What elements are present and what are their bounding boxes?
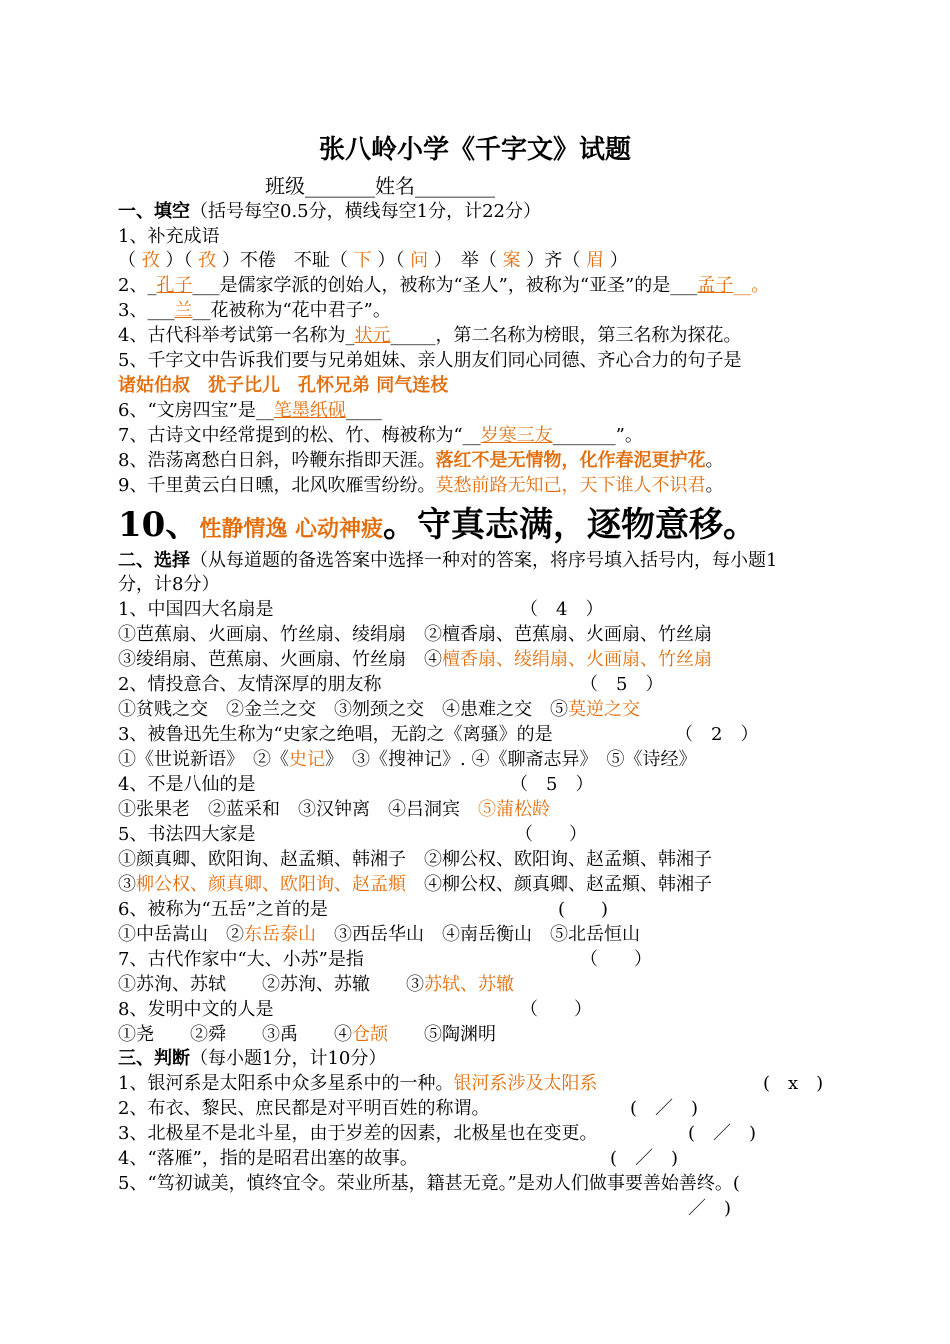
s1-q9 — [118, 474, 723, 498]
text: ___是儒家学派的创始人，被称为“圣人”，被称为“亚圣”的是___ — [192, 275, 698, 296]
s2-q2-options — [118, 698, 640, 722]
s3-q3-answer: ( ／ ) — [688, 1123, 757, 1144]
text: ____ — [345, 400, 382, 421]
answer: ⑤蒲松龄 — [478, 799, 550, 820]
section-2-note-cont: 分，计8分） — [118, 574, 220, 595]
answer: 落红不是无情物，化作春泥更护花 — [435, 450, 706, 471]
text: 9、千里黄云白日曛，北风吹雁雪纷纷。 — [118, 475, 436, 496]
s3-q4: 4、“落雁”，指的是昭君出塞的故事。 — [118, 1148, 418, 1169]
text: ）齐（ — [526, 250, 581, 271]
answer: 案 — [502, 250, 521, 271]
answer: 莫逆之交 — [568, 699, 640, 720]
answer: 性静情逸 心动神疲 — [199, 516, 383, 542]
s1-q10 — [118, 503, 757, 551]
s2-q5-answer: （ ） — [515, 824, 587, 845]
s2-q1: 1、中国四大名扇是 — [118, 599, 274, 620]
s3-q1-answer: ( x ) — [763, 1073, 824, 1094]
s2-q7-options — [118, 973, 514, 997]
s2-q6-answer: ( ) — [558, 899, 609, 920]
section-3-heading — [118, 1047, 386, 1071]
answer: 仓颉 — [352, 1024, 388, 1045]
s2-q5: 5、书法四大家是 — [118, 824, 256, 845]
text: ③ — [118, 874, 136, 895]
text: 8、浩荡离愁白日斜，吟鞭东指即天涯。 — [118, 450, 436, 471]
s2-q5-options-a: ①颜真卿、欧阳询、赵孟頫、韩湘子 ②柳公权、欧阳询、赵孟頫、韩湘子 — [118, 849, 712, 870]
s3-q2: 2、布衣、黎民、庶民都是对平明百姓的称谓。 — [118, 1098, 490, 1119]
answer: 问 — [410, 250, 429, 271]
text: ）不倦 不耻（ — [221, 250, 348, 271]
answer: 银河系涉及太阳系 — [453, 1073, 598, 1094]
s3-q1 — [118, 1072, 597, 1096]
text: 6、“文房四宝”是__ — [118, 400, 274, 421]
text: _______”。 — [552, 425, 643, 446]
s2-q4-answer: （ 5 ） — [510, 774, 594, 795]
text: ①贫贱之交 ②金兰之交 ③刎颈之交 ④患难之交 ⑤ — [118, 699, 568, 720]
s3-q4-answer: ( ／ ) — [610, 1148, 679, 1169]
section-2-title: 二、选择 — [118, 550, 190, 571]
s2-q8: 8、发明中文的人是 — [118, 999, 274, 1020]
text: ⑤陶渊明 — [388, 1024, 496, 1045]
text: （ — [118, 250, 136, 271]
s2-q1-options-a: ①芭蕉扇、火画扇、竹丝扇、绫绢扇 ②檀香扇、芭蕉扇、火画扇、竹丝扇 — [118, 624, 712, 645]
text: ①尧 ②舜 ③禹 ④ — [118, 1024, 352, 1045]
text: ④柳公权、颜真卿、赵孟頫、韩湘子 — [424, 874, 712, 895]
s3-q5-answer: ／ ) — [688, 1198, 732, 1219]
s2-q1-options-b — [118, 648, 712, 672]
s1-q6 — [118, 399, 382, 423]
text: ） — [609, 250, 628, 271]
s3-q5: 5、“笃初诚美，慎终宜令。荣业所基，籍甚无竟。”是劝人们做事要善始善终。( — [118, 1173, 740, 1194]
s1-q5: 5、千字文中告诉我们要与兄弟姐妹、亲人朋友们同心同德、齐心合力的句子是 — [118, 350, 742, 371]
s2-q6: 6、被称为“五岳”之首的是 — [118, 899, 328, 920]
s2-q3-options — [118, 748, 696, 772]
s2-q6-options — [118, 923, 640, 947]
s1-q1: 1、补充成语 — [118, 226, 220, 247]
s2-q5-options-b — [118, 873, 712, 897]
s1-q8 — [118, 449, 723, 473]
section-3-title: 三、判断 — [118, 1048, 190, 1069]
text: ①张果老 ②蓝采和 ③汉钟离 ④吕洞宾 — [118, 799, 478, 820]
s2-q2: 2、情投意合、友情深厚的朋友称 — [118, 674, 382, 695]
s1-q4 — [118, 324, 741, 348]
text: __花被称为“花中君子”。 — [192, 300, 391, 321]
text: 7、古诗文中经常提到的松、竹、梅被称为“__ — [118, 425, 481, 446]
s2-q1-answer: （ 4 ） — [520, 599, 604, 620]
s3-q3: 3、北极星不是北斗星，由于岁差的因素，北极星也在变更。 — [118, 1123, 598, 1144]
text: 》 ③《搜神记》. ④《聊斋志异》 ⑤《诗经》 — [325, 749, 697, 770]
answer: 状元 — [354, 325, 391, 346]
text: ） 举（ — [433, 250, 497, 271]
text: 4、古代科举考试第一名称为_ — [118, 325, 355, 346]
text: ①苏洵、苏轼 ②苏洵、苏辙 ③ — [118, 974, 424, 995]
s1-q2 — [118, 274, 769, 298]
section-2-heading — [118, 549, 777, 573]
s1-q1-idioms — [118, 249, 628, 273]
s1-q5-answer: 诸姑伯叔 犹子比儿 孔怀兄弟 同气连枝 — [118, 375, 449, 396]
text: 1、银河系是太阳系中众多星系中的一种。 — [118, 1073, 454, 1094]
answer: 东岳泰山 — [244, 924, 316, 945]
s2-q8-answer: （ ） — [520, 999, 592, 1020]
answer: 莫愁前路无知己，天下谁人不识君 — [435, 475, 706, 496]
text: 。守真志满，逐物意移。 — [383, 505, 757, 545]
text: 3、___ — [118, 300, 175, 321]
answer: 下 — [353, 250, 372, 271]
text: ①中岳嵩山 ② — [118, 924, 244, 945]
answer: 孜 — [141, 250, 160, 271]
text: __。 — [733, 275, 770, 296]
answer: 檀香扇、绫绢扇、火画扇、竹丝扇 — [442, 649, 712, 670]
text: ③西岳华山 ④南岳衡山 ⑤北岳恒山 — [334, 924, 640, 945]
section-1-heading — [118, 200, 541, 224]
text: ③绫绢扇、芭蕉扇、火画扇、竹丝扇 ④ — [118, 649, 442, 670]
page-title: 张八岭小学《千字文》试题 — [318, 135, 631, 165]
text: 。 — [705, 475, 724, 496]
text: 。 — [705, 450, 724, 471]
s2-q3: 3、被鲁迅先生称为“史家之绝唱，无韵之《离骚》的是 — [118, 724, 553, 745]
s2-q4-options — [118, 798, 550, 822]
text: ）（ — [165, 250, 193, 271]
answer: 孟子 — [697, 275, 734, 296]
text: ）（ — [377, 250, 405, 271]
s1-q3 — [118, 299, 391, 323]
s2-q4: 4、不是八仙的是 — [118, 774, 256, 795]
section-3-note: （每小题1分，计10分） — [190, 1048, 387, 1069]
answer: 孔子 — [156, 275, 193, 296]
s3-q2-answer: ( ／ ) — [630, 1098, 699, 1119]
class-name-line: 班级_______姓名________ — [265, 174, 495, 198]
s2-q7-answer: （ ） — [580, 949, 652, 970]
answer: 眉 — [586, 250, 605, 271]
s1-q7 — [118, 424, 643, 448]
answer: 岁寒三友 — [480, 425, 553, 446]
answer: 史记 — [289, 749, 325, 770]
text: 10、 — [118, 505, 200, 545]
s2-q7: 7、古代作家中“大、小苏”是指 — [118, 949, 364, 970]
text: ①《世说新语》 ②《 — [118, 749, 289, 770]
answer: 柳公权、颜真卿、欧阳询、赵孟頫 — [136, 874, 406, 895]
answer: 兰 — [174, 300, 193, 321]
answer: 孜 — [198, 250, 217, 271]
section-1-title: 一、填空 — [118, 201, 190, 222]
answer: 笔墨纸砚 — [273, 400, 346, 421]
section-1-note: （括号每空0.5分，横线每空1分，计22分） — [190, 201, 541, 222]
section-2-note: （从每道题的备选答案中选择一种对的答案，将序号填入括号内，每小题1 — [190, 550, 778, 571]
s2-q2-answer: （ 5 ） — [580, 674, 664, 695]
answer: 苏轼、苏辙 — [424, 974, 514, 995]
s2-q3-answer: （ 2 ） — [675, 724, 759, 745]
text: _____，第二名称为榜眼，第三名称为探花。 — [390, 325, 742, 346]
text: 2、_ — [118, 275, 157, 296]
s2-q8-options — [118, 1023, 496, 1047]
